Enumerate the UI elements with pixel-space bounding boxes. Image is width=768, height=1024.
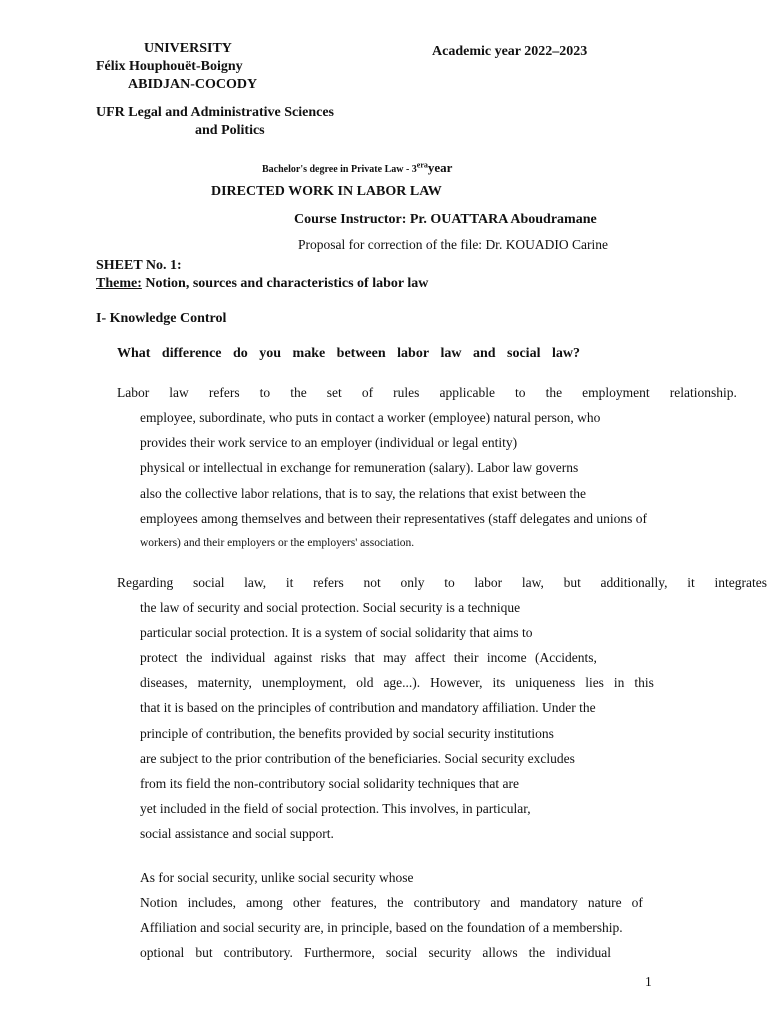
p2-line: are subject to the prior contribution of the beneficiaries. Social security excludes xyxy=(140,750,575,766)
p2-line: protect the individual against risks that may affect their income (Accidents, xyxy=(140,650,597,666)
course-title: DIRECTED WORK IN LABOR LAW xyxy=(211,184,442,199)
ufr-line-1: UFR Legal and Administrative Sciences xyxy=(96,105,334,120)
section-title: I- Knowledge Control xyxy=(96,311,227,326)
degree-superscript: era xyxy=(416,160,428,170)
sheet-number: SHEET No. 1: xyxy=(96,258,182,273)
university-city: ABIDJAN-COCODY xyxy=(128,77,258,92)
p3-line: Notion includes, among other features, the contributory and mandatory nature of xyxy=(140,895,643,910)
p3-line: Affiliation and social security are, in principle, based on the foundation of a membership. xyxy=(140,920,623,935)
p1-line: employees among themselves and between their representatives (staff delegates and unions of xyxy=(140,510,647,526)
paragraph2-first-line: Regarding social law, it refers not only to labor law, but additionally, it integrates xyxy=(117,575,767,590)
p2-line: that it is based on the principles of contribution and mandatory affiliation. Under the xyxy=(140,700,596,716)
degree-suffix: year xyxy=(427,160,453,175)
proposal-line: Proposal for correction of the file: Dr. KOUADIO Carine xyxy=(298,237,609,252)
degree-prefix: Bachelor's degree in Private Law - 3 xyxy=(262,164,417,175)
theme-label: Theme: xyxy=(96,276,142,291)
university-label: UNIVERSITY xyxy=(144,41,232,56)
p2-line: from its field the non-contributory social solidarity techniques that are xyxy=(140,775,520,791)
theme-line xyxy=(96,276,428,292)
university-name: Félix Houphouët-Boigny xyxy=(96,59,243,74)
page-number: 1 xyxy=(645,974,652,989)
course-instructor: Course Instructor: Pr. OUATTARA Aboudramane xyxy=(294,212,597,227)
paragraph1-last-line: workers) and their employers or the employers' association. xyxy=(140,537,415,549)
p1-line: physical or intellectual in exchange for remuneration (salary). Labor law governs xyxy=(140,460,579,476)
p2-line: particular social protection. It is a system of social solidarity that aims to xyxy=(140,625,533,641)
degree-line xyxy=(262,160,452,176)
p3-line: As for social security, unlike social security whose xyxy=(140,870,414,885)
ufr-line-2: and Politics xyxy=(195,123,265,138)
academic-year: Academic year 2022–2023 xyxy=(432,44,588,59)
p1-line: employee, subordinate, who puts in contact a worker (employee) natural person, who xyxy=(140,410,601,425)
p2-line: social assistance and social support. xyxy=(140,825,334,841)
paragraph1-first-line: Labor law refers to the set of rules applicable to the employment relationship. xyxy=(117,385,737,400)
p1-line: also the collective labor relations, that is to say, the relations that exist between the xyxy=(140,485,586,501)
p2-line: yet included in the field of social protection. This involves, in particular, xyxy=(140,800,531,816)
p2-line: diseases, maternity, unemployment, old age...). However, its uniqueness lies in this xyxy=(140,675,654,691)
p2-line: principle of contribution, the benefits provided by social security institutions xyxy=(140,725,554,741)
p2-line: the law of security and social protection. Social security is a technique xyxy=(140,600,521,615)
question: What difference do you make between labor law and social law? xyxy=(117,346,580,361)
theme-text: Notion, sources and characteristics of labor law xyxy=(141,276,429,291)
p3-line: optional but contributory. Furthermore, social security allows the individual xyxy=(140,945,611,960)
p1-line: provides their work service to an employer (individual or legal entity) xyxy=(140,435,518,451)
